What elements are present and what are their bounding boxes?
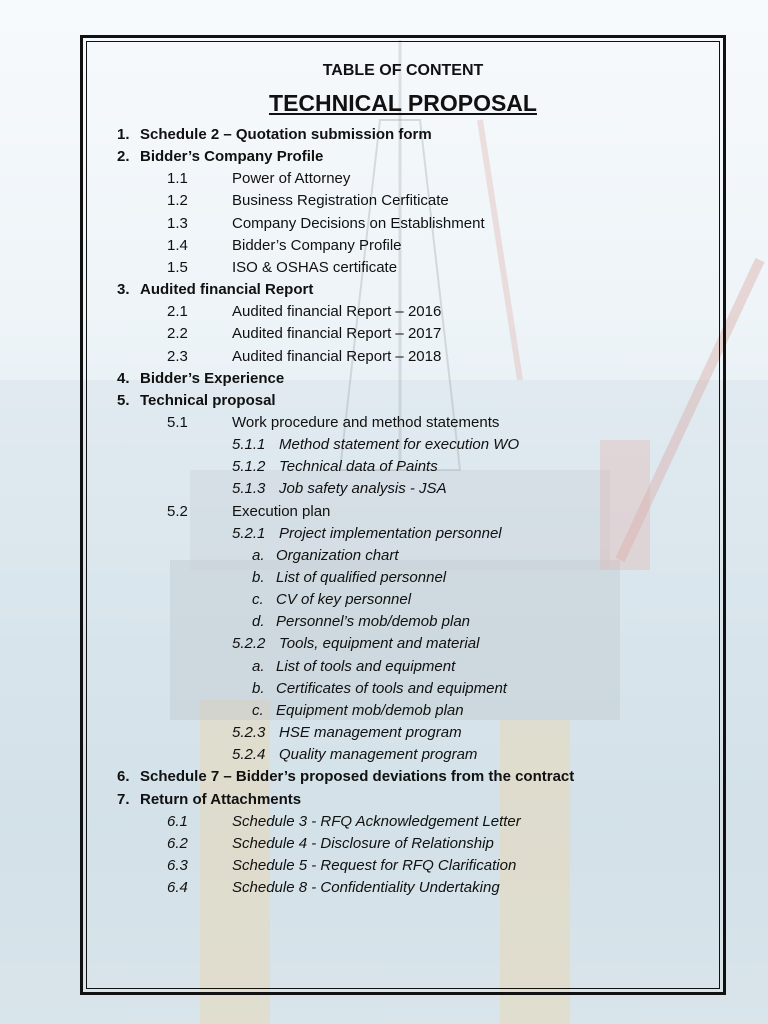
toc-entry-number: 5.2.2: [232, 635, 266, 653]
toc-entry-text: Schedule 2 – Quotation submission form: [140, 126, 432, 143]
toc-entry-number: 1.2: [167, 192, 188, 210]
toc-entry-text: Technical data of Paints: [279, 458, 438, 476]
toc-entry-number: 2.: [117, 148, 130, 166]
toc-entry-text: Power of Attorney: [232, 170, 351, 188]
toc-entry-number: 5.2.4: [232, 746, 266, 764]
toc-entry-number: d.: [252, 613, 265, 631]
toc-entry-text: Personnel’s mob/demob plan: [276, 613, 471, 631]
toc-entry-number: 1.1: [167, 170, 188, 188]
toc-entry-number: c.: [252, 701, 264, 719]
toc-entry-number: 5.: [117, 391, 130, 409]
toc-entry-text: Quality management program: [279, 746, 478, 764]
toc-entry-text: Project implementation personnel: [279, 524, 502, 542]
toc-entry-number: 1.4: [167, 236, 188, 254]
toc-entry-text: Certificates of tools and equipment: [276, 679, 507, 697]
toc-entry-text: List of qualified personnel: [276, 569, 447, 586]
toc-entry-number: 1.3: [167, 214, 188, 232]
toc-entry-text: List of tools and equipment: [276, 657, 456, 675]
toc-entry-number: 6.4: [167, 879, 188, 897]
toc-entry-text: Job safety analysis - JSA: [279, 480, 447, 498]
toc-entry-number: 6.: [117, 768, 130, 786]
document-title: TECHNICAL PROPOSAL: [269, 90, 537, 116]
toc-entry-number: 5.2.1: [232, 524, 266, 542]
toc-entry-text: Tools, equipment and material: [279, 635, 480, 653]
toc-entry-text: Business Registration Cerfiticate: [232, 192, 449, 210]
toc-entry-number: 4.: [117, 369, 130, 387]
toc-entry-text: Schedule 7 – Bidder’s proposed deviations from the contract: [140, 768, 575, 786]
toc-entry-text: Return of Attachments: [140, 790, 302, 808]
toc-entry-number: 6.1: [167, 812, 188, 830]
toc-heading: TABLE OF CONTENT: [322, 62, 484, 79]
toc-entry-text: HSE management program: [279, 724, 462, 742]
toc-entry-text: Bidder’s Company Profile: [140, 148, 324, 166]
toc-entry-number: c.: [252, 591, 264, 609]
toc-entry-number: 5.2: [167, 502, 188, 520]
toc-entry-text: Schedule 5 - Request for RFQ Clarification: [232, 856, 517, 874]
toc-entry-text: Company Decisions on Establishment: [232, 214, 485, 232]
toc-entry-text: Execution plan: [232, 502, 331, 520]
toc-entry-number: 5.1.3: [232, 480, 266, 498]
toc-entry-text: Bidder’s Company Profile: [232, 236, 402, 254]
toc-entry-number: 2.3: [167, 347, 188, 365]
toc-entry-number: 6.3: [167, 856, 188, 874]
toc-entry-text: Schedule 8 - Confidentiality Undertaking: [232, 879, 500, 897]
toc-entry-number: b.: [252, 679, 265, 697]
toc-entry-text: Audited financial Report – 2017: [232, 325, 442, 343]
toc-entry-number: 5.1.1: [232, 436, 266, 454]
toc-entry-number: 6.2: [167, 834, 188, 852]
toc-entry-text: Audited financial Report: [140, 281, 314, 299]
toc-entry-text: CV of key personnel: [276, 591, 412, 609]
toc-entry-number: a.: [252, 657, 265, 675]
toc-entry-text: Audited financial Report – 2018: [232, 347, 442, 365]
toc-entry-number: b.: [252, 569, 265, 586]
toc-entry-text: Work procedure and method statements: [232, 413, 500, 431]
toc-entry-text: Technical proposal: [140, 391, 276, 409]
toc-entry-number: 1.5: [167, 258, 188, 276]
toc-entry-number: a.: [252, 546, 265, 564]
toc-entry-number: 1.: [117, 126, 130, 143]
toc-entry-text: Method statement for execution WO: [279, 436, 520, 454]
toc-entry-text: Bidder’s Experience: [140, 369, 285, 387]
toc-entry-text: Equipment mob/demob plan: [276, 701, 464, 719]
toc-entry-text: Audited financial Report – 2016: [232, 303, 442, 321]
toc-entry-number: 3.: [117, 281, 130, 299]
toc-entry-number: 2.2: [167, 325, 188, 343]
toc-entry-number: 5.1: [167, 413, 188, 431]
toc-entry-text: ISO & OSHAS certificate: [232, 258, 398, 276]
toc-entry-text: Organization chart: [276, 546, 399, 564]
toc-entry-number: 2.1: [167, 303, 188, 321]
toc-entry-number: 5.2.3: [232, 724, 266, 742]
toc-entry-number: 7.: [117, 790, 130, 808]
toc-entry-text: Schedule 4 - Disclosure of Relationship: [232, 834, 494, 852]
toc-entry-text: Schedule 3 - RFQ Acknowledgement Letter: [232, 812, 521, 830]
toc-entry-number: 5.1.2: [232, 458, 266, 476]
